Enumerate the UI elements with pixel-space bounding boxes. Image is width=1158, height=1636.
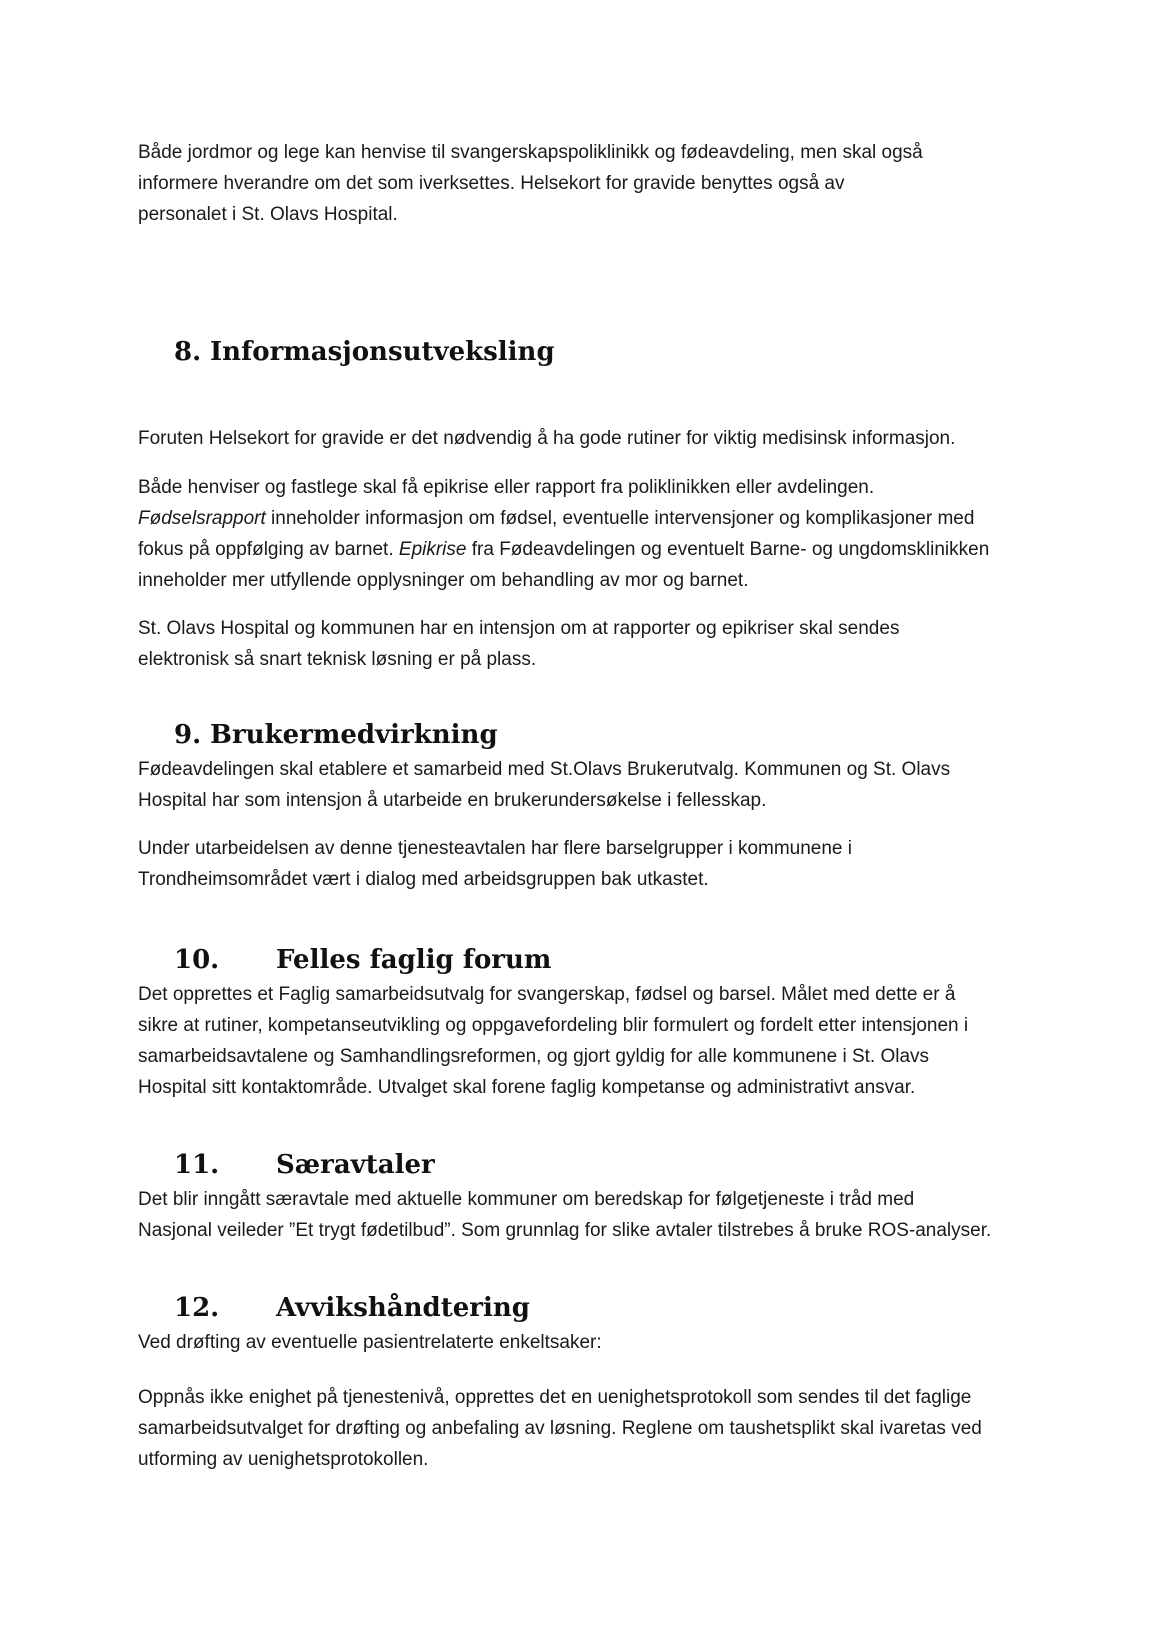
section-number: 10. bbox=[174, 945, 220, 975]
section-8-paragraph-2 bbox=[138, 472, 1038, 596]
section-10-paragraph-1 bbox=[138, 979, 1038, 1103]
text-line: Hospital har som intensjon å utarbeide en brukerundersøkelse i fellesskap. bbox=[138, 790, 767, 811]
text-line: Nasjonal veileder ”Et trygt fødetilbud”. Som grunnlag for slike avtaler tilstrebes å bruke ROS-analyser. bbox=[138, 1220, 992, 1241]
text-line: samarbeidsavtalene og Samhandlingsreformen, og gjort gyldig for alle kommunene i St. Olavs bbox=[138, 1046, 930, 1067]
text-line: elektronisk så snart teknisk løsning er på plass. bbox=[138, 649, 537, 670]
section-title: Brukermedvirkning bbox=[210, 720, 498, 750]
intro-paragraph bbox=[138, 137, 1038, 230]
text-line: sikre at rutiner, kompetanseutvikling og oppgavefordeling blir formulert og fordelt etter intensjonen i bbox=[138, 1015, 969, 1036]
section-8-paragraph-3 bbox=[138, 613, 1038, 675]
text-line: Det blir inngått særavtale med aktuelle kommuner om beredskap for følgetjeneste i tråd med bbox=[138, 1189, 915, 1210]
text-line: fokus på oppfølging av barnet. bbox=[138, 539, 399, 560]
section-number: 11. bbox=[174, 1150, 220, 1180]
text-line: Både jordmor og lege kan henvise til svangerskapspoliklinikk og fødeavdeling, men skal også bbox=[138, 142, 923, 163]
section-heading-10 bbox=[174, 943, 551, 977]
emphasis-epikrise: Epikrise bbox=[398, 539, 467, 560]
text-line: Ved drøfting av eventuelle pasientrelaterte enkeltsaker: bbox=[138, 1332, 602, 1353]
emphasis-fodselsrapport: Fødselsrapport bbox=[138, 508, 266, 529]
section-number: 12. bbox=[174, 1293, 220, 1323]
section-12-paragraph-1 bbox=[138, 1327, 1038, 1358]
text-line: Fødeavdelingen skal etablere et samarbeid med St.Olavs Brukerutvalg. Kommunen og St. Olavs bbox=[138, 759, 951, 780]
section-heading-12 bbox=[174, 1291, 530, 1325]
text-line: inneholder informasjon om fødsel, eventuelle intervensjoner og komplikasjoner med bbox=[265, 508, 975, 529]
section-title: Felles faglig forum bbox=[276, 945, 552, 975]
text-line: Oppnås ikke enighet på tjenestenivå, opprettes det en uenighetsprotokoll som sendes til det faglige bbox=[138, 1387, 972, 1408]
text-line: St. Olavs Hospital og kommunen har en intensjon om at rapporter og epikriser skal sendes bbox=[138, 618, 900, 639]
section-number: 8. bbox=[174, 337, 202, 367]
section-9-paragraph-2 bbox=[138, 833, 1038, 895]
text-line: samarbeidsutvalget for drøfting og anbefaling av løsning. Reglene om taushetsplikt skal ivaretas ved bbox=[138, 1418, 982, 1439]
section-title: Informasjonsutveksling bbox=[210, 337, 555, 367]
text-line: Under utarbeidelsen av denne tjenesteavtalen har flere barselgrupper i kommunene i bbox=[138, 838, 852, 859]
section-title: Særavtaler bbox=[276, 1150, 435, 1180]
text-line: Foruten Helsekort for gravide er det nødvendig å ha gode rutiner for viktig medisinsk informasjon. bbox=[138, 428, 956, 449]
section-11-paragraph-1 bbox=[138, 1184, 1038, 1246]
section-title: Avvikshåndtering bbox=[276, 1293, 530, 1323]
section-heading-11 bbox=[174, 1148, 435, 1182]
text-line: Trondheimsområdet vært i dialog med arbeidsgruppen bak utkastet. bbox=[138, 869, 709, 890]
text-line: Det opprettes et Faglig samarbeidsutvalg for svangerskap, fødsel og barsel. Målet med dette er å bbox=[138, 984, 956, 1005]
text-line: Både henviser og fastlege skal få epikrise eller rapport fra poliklinikken eller avdelingen. bbox=[138, 477, 875, 498]
section-12-paragraph-2 bbox=[138, 1382, 1038, 1475]
text-line: informere hverandre om det som iverksettes. Helsekort for gravide benyttes også av bbox=[138, 173, 845, 194]
text-line: inneholder mer utfyllende opplysninger om behandling av mor og barnet. bbox=[138, 570, 749, 591]
text-line: Hospital sitt kontaktområde. Utvalget skal forene faglig kompetanse og administrativt ansvar. bbox=[138, 1077, 916, 1098]
section-number: 9. bbox=[174, 720, 202, 750]
section-9-paragraph-1 bbox=[138, 754, 1038, 816]
section-heading-9 bbox=[174, 718, 498, 752]
section-heading-8 bbox=[174, 335, 555, 369]
text-line: personalet i St. Olavs Hospital. bbox=[138, 204, 398, 225]
text-line: utforming av uenighetsprotokollen. bbox=[138, 1449, 429, 1470]
section-8-paragraph-1 bbox=[138, 423, 1038, 454]
text-line: fra Fødeavdelingen og eventuelt Barne- og ungdomsklinikken bbox=[466, 539, 990, 560]
